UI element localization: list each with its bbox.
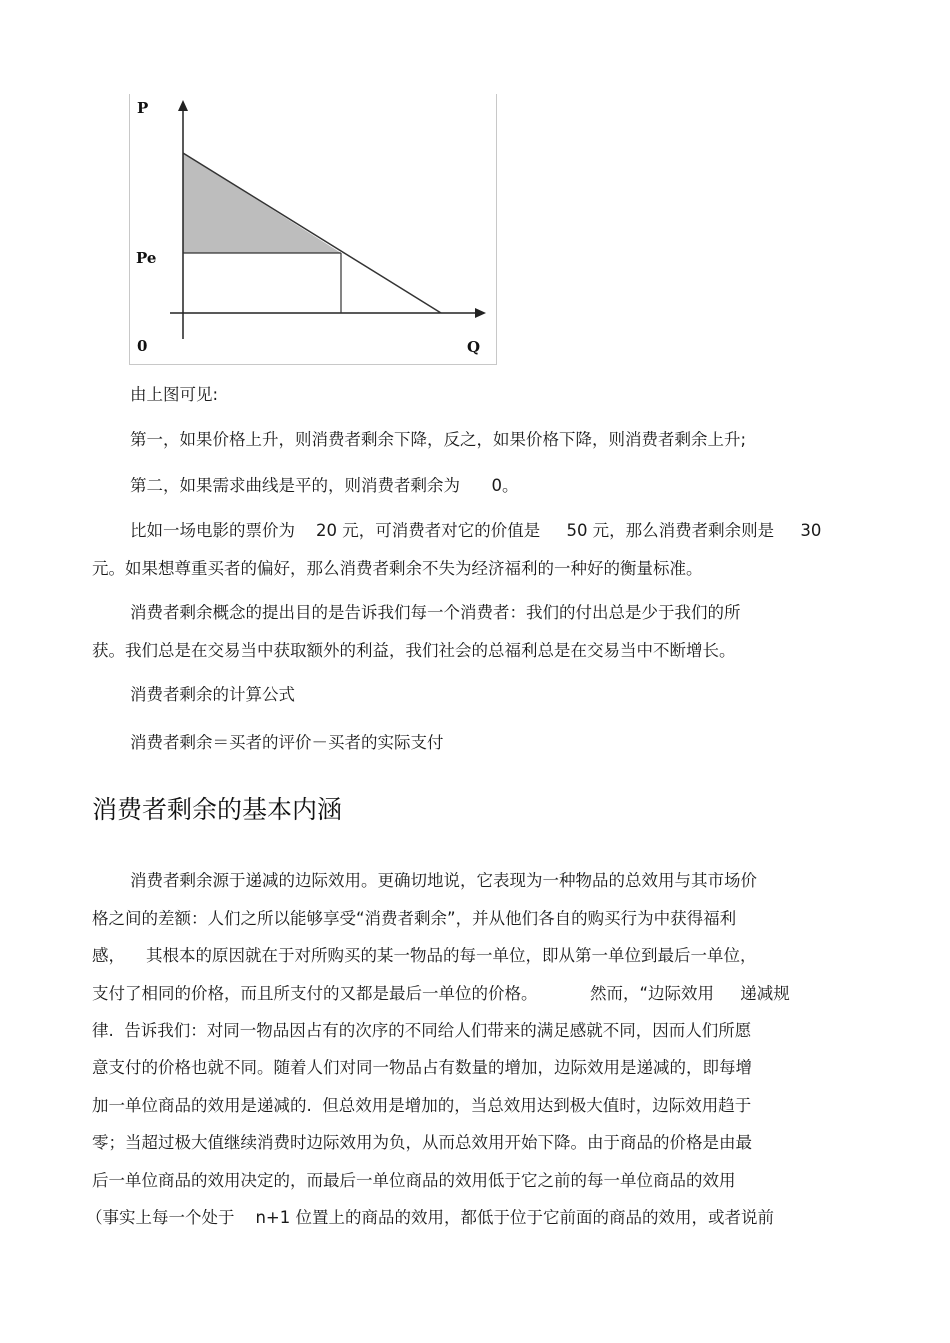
text-line: 由上图可见:: [130, 385, 219, 404]
body-line: （事实上每一个处于 n+1 位置上的商品的效用，都低于位于它前面的商品的效用，或者说前: [86, 1208, 775, 1227]
price-label: Pe: [136, 249, 157, 267]
body-line: 感， 其根本的原因就在于对所购买的某一物品的每一单位，即从第一单位到最后一单位，: [92, 946, 757, 965]
y-axis-label: P: [137, 99, 149, 117]
section-heading: 消费者剩余的基本内涵: [92, 795, 343, 824]
text-line: 获。我们总是在交易当中获取额外的利益，我们社会的总福利总是在交易当中不断增长。: [92, 641, 736, 660]
origin-label: 0: [137, 337, 148, 355]
text-line: 第二，如果需求曲线是平的，则消费者剩余为 0。: [130, 476, 519, 495]
body-line: 律. 告诉我们：对同一物品因占有的次序的不同给人们带来的满足感就不同，因而人们所愿: [92, 1021, 752, 1040]
body-line: 支付了相同的价格，而且所支付的又都是最后一单位的价格。 然而，“边际效用 递减规: [92, 984, 790, 1003]
text-line: 第一，如果价格上升，则消费者剩余下降，反之，如果价格下降，则消费者剩余上升;: [130, 430, 747, 449]
text-line: 元。如果想尊重买者的偏好，那么消费者剩余不失为经济福利的一种好的衡量标准。: [92, 559, 703, 578]
x-axis-label: Q: [467, 338, 481, 356]
text-line: 消费者剩余概念的提出目的是告诉我们每一个消费者：我们的付出总是少于我们的所: [130, 603, 741, 622]
consumer-surplus-figure: [129, 94, 497, 365]
body-line: 加一单位商品的效用是递减的. 但总效用是增加的，当总效用达到极大值时，边际效用趋于: [92, 1096, 752, 1115]
body-line: 后一单位商品的效用决定的，而最后一单位商品的效用低于它之前的每一单位商品的效用: [92, 1171, 736, 1190]
text-line: 消费者剩余的计算公式: [130, 685, 295, 704]
body-line: 格之间的差额：人们之所以能够享受“消费者剩余”，并从他们各自的购买行为中获得福利: [92, 909, 737, 928]
y-axis-arrow-icon: [178, 100, 188, 111]
text-line: 比如一场电影的票价为 20 元，可消费者对它的价值是 50 元，那么消费者剩余则是 30: [130, 521, 822, 540]
body-line: 意支付的价格也就不同。随着人们对同一物品占有数量的增加，边际效用是递减的，即每增: [92, 1058, 752, 1077]
x-axis-arrow-icon: [475, 308, 486, 318]
demand-curve-diagram: [130, 94, 496, 364]
body-line: 消费者剩余源于递减的边际效用。更确切地说，它表现为一种物品的总效用与其市场价: [130, 871, 757, 890]
text-line: 消费者剩余＝买者的评价－买者的实际支付: [130, 733, 444, 752]
body-line: 零；当超过极大值继续消费时边际效用为负，从而总效用开始下降。由于商品的价格是由最: [92, 1133, 752, 1152]
